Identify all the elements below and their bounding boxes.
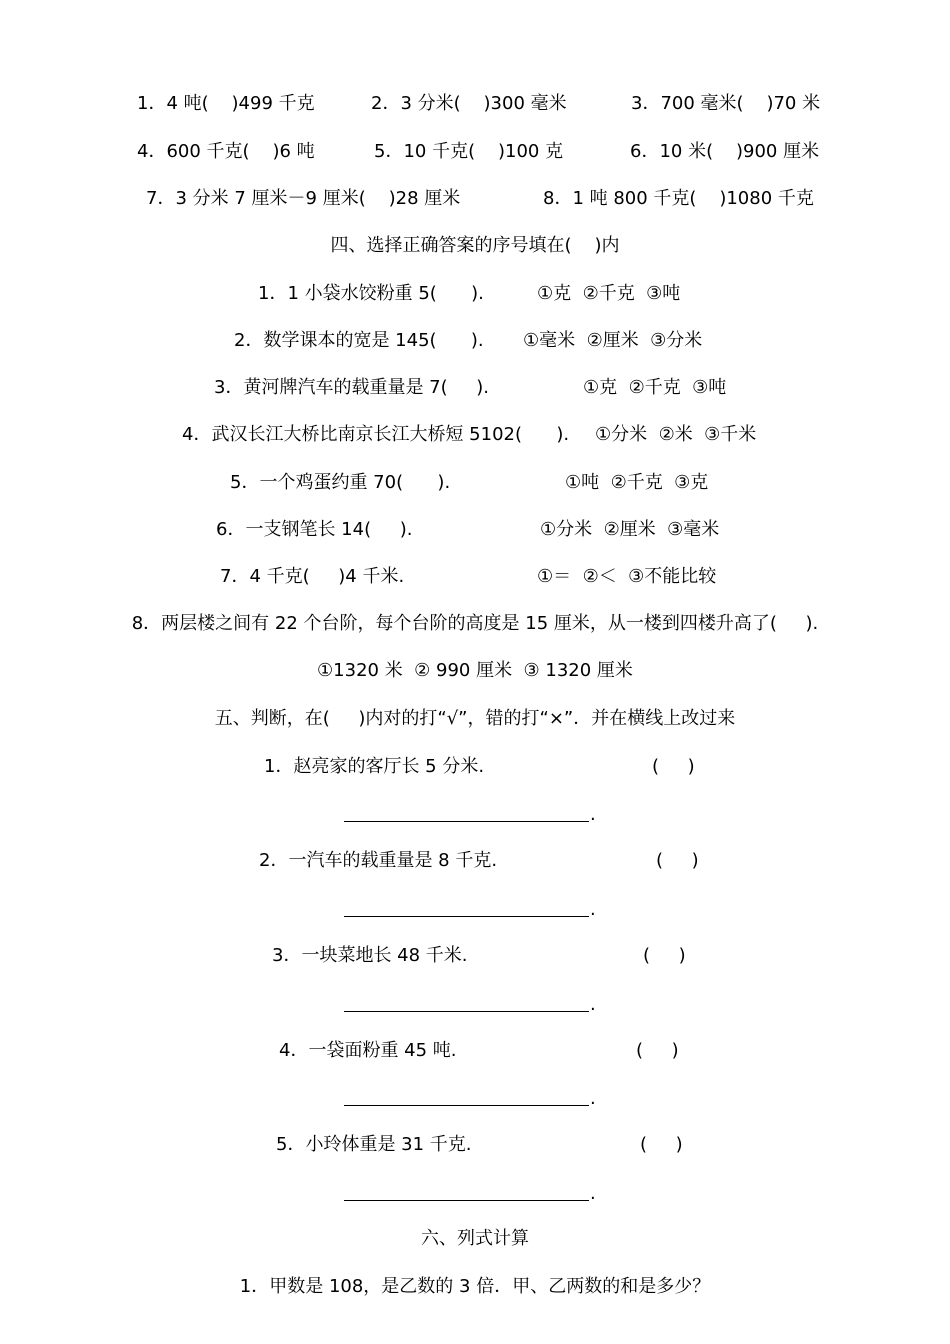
judge-paren-5: ( ) — [640, 1134, 683, 1155]
section-6-title: 六、列式计算 — [421, 1228, 529, 1249]
choice-question-6: 6．一支钢笔长 14( ). — [216, 519, 413, 540]
calc-question-1: 1．甲数是 108，是乙数的 3 倍．甲、乙两数的和是多少？ — [239, 1276, 711, 1297]
choice-question-3: 3．黄河牌汽车的载重量是 7( ). — [214, 377, 489, 398]
judge-paren-1: ( ) — [652, 756, 695, 777]
choice-options-1: ①克 ②千克 ③吨 — [537, 283, 681, 304]
choice-options-8: ①1320 米 ② 990 厘米 ③ 1320 厘米 — [317, 660, 633, 681]
choice-question-2: 2．数学课本的宽是 145( ). — [234, 330, 484, 351]
compare-item-1: 1．4 吨( )499 千克 — [137, 93, 315, 114]
compare-item-3: 3．700 毫米( )70 米 — [631, 93, 821, 114]
judge-paren-3: ( ) — [643, 945, 686, 966]
section-5-title: 五、判断，在( )内对的打“√”，错的打“×”．并在横线上改过来 — [214, 708, 736, 729]
answer-line-3[interactable] — [344, 1011, 589, 1012]
compare-item-2: 2．3 分米( )300 毫米 — [371, 93, 567, 114]
choice-question-4: 4．武汉长江大桥比南京长江大桥短 5102( ). — [182, 424, 570, 445]
compare-item-4: 4．600 千克( )6 吨 — [137, 141, 315, 162]
choice-options-5: ①吨 ②千克 ③克 — [565, 472, 709, 493]
answer-period-4: . — [590, 1088, 596, 1109]
choice-question-1: 1．1 小袋水饺粉重 5( ). — [258, 283, 484, 304]
answer-line-5[interactable] — [344, 1200, 589, 1201]
judge-paren-2: ( ) — [656, 850, 699, 871]
judge-paren-4: ( ) — [636, 1040, 679, 1061]
judge-question-2: 2．一汽车的载重量是 8 千克. — [259, 850, 498, 871]
answer-period-1: . — [590, 804, 596, 825]
choice-options-4: ①分米 ②米 ③千米 — [595, 424, 757, 445]
answer-line-2[interactable] — [344, 916, 589, 917]
choice-options-3: ①克 ②千克 ③吨 — [583, 377, 727, 398]
judge-question-4: 4．一袋面粉重 45 吨. — [279, 1040, 457, 1061]
answer-period-5: . — [590, 1183, 596, 1204]
answer-line-4[interactable] — [344, 1105, 589, 1106]
choice-options-2: ①毫米 ②厘米 ③分米 — [523, 330, 703, 351]
compare-item-8: 8．1 吨 800 千克( )1080 千克 — [543, 188, 814, 209]
compare-item-6: 6．10 米( )900 厘米 — [630, 141, 820, 162]
compare-item-7: 7．3 分米 7 厘米－9 厘米( )28 厘米 — [146, 188, 461, 209]
answer-period-3: . — [590, 994, 596, 1015]
answer-period-2: . — [590, 899, 596, 920]
answer-line-1[interactable] — [344, 821, 589, 822]
choice-question-8: 8．两层楼之间有 22 个台阶，每个台阶的高度是 15 厘米，从一楼到四楼升高了( ). — [131, 613, 819, 634]
choice-question-5: 5．一个鸡蛋约重 70( ). — [230, 472, 451, 493]
choice-question-7: 7．4 千克( )4 千米. — [220, 566, 405, 587]
compare-item-5: 5．10 千克( )100 克 — [374, 141, 564, 162]
judge-question-3: 3．一块菜地长 48 千米. — [272, 945, 468, 966]
judge-question-5: 5．小玲体重是 31 千克. — [276, 1134, 472, 1155]
judge-question-1: 1．赵亮家的客厅长 5 分米. — [264, 756, 485, 777]
choice-options-6: ①分米 ②厘米 ③毫米 — [540, 519, 720, 540]
section-4-title: 四、选择正确答案的序号填在( )内 — [330, 235, 620, 256]
choice-options-7: ①＝ ②＜ ③不能比较 — [537, 566, 717, 587]
